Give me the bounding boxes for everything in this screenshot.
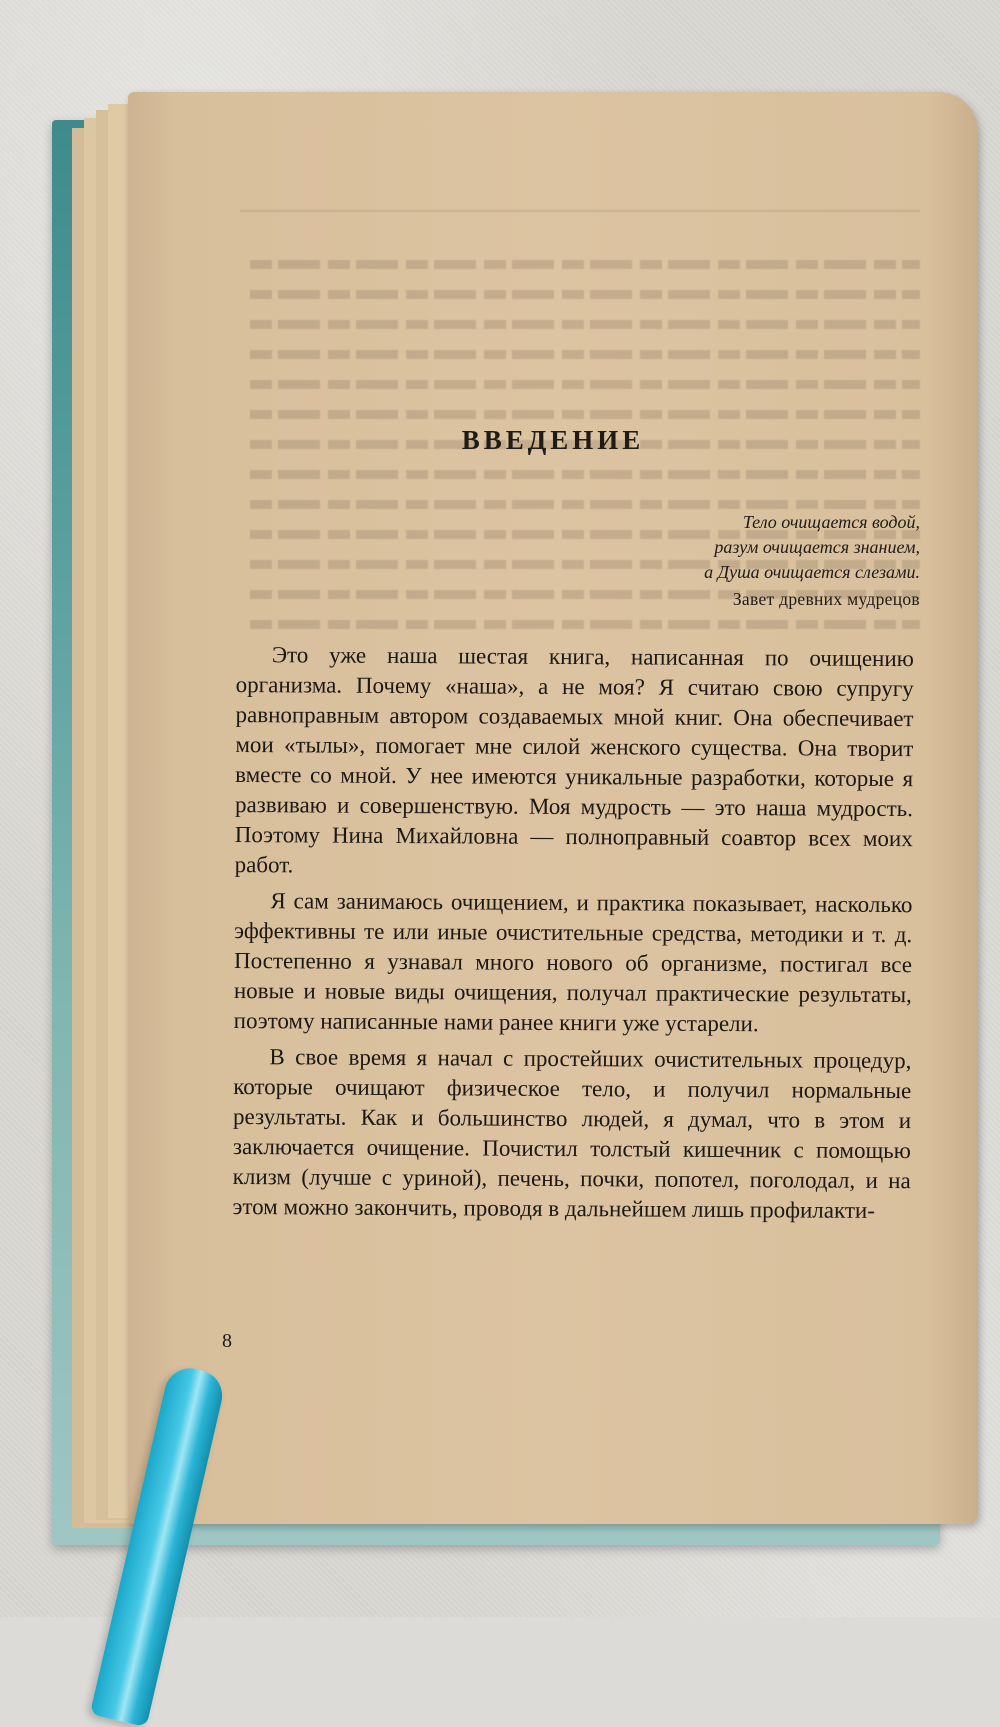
epigraph-line: разум очищается знанием, <box>714 537 920 557</box>
body-text <box>232 640 914 1232</box>
chapter-title: ВВЕДЕНИЕ <box>461 425 645 455</box>
epigraph-line: а Душа очищается слезами. <box>704 562 920 582</box>
epigraph <box>500 510 920 612</box>
epigraph-line: Тело очищается водой, <box>742 512 920 532</box>
paragraph: В свое время я начал с простейших очистительных процедур, которые очищают физическое тело, и получил нормальные результаты. Как и большинство людей, я думал, что в этом и заключается очищение. Почистил толстый кишечник с помощью клизм (лучше с уриной), печень, почки, попотел, поголодал, и на этом можно закончить, проводя в дальнейшем лишь профилакти- <box>232 1044 912 1223</box>
page-number: 8 <box>222 1330 232 1352</box>
epigraph-attribution: Завет древних мудрецов <box>732 589 920 609</box>
paragraph: Это уже наша шестая книга, написанная по очищению организма. Почему «наша», а не моя? Я считаю свою супругу равноправным автором создаваемых мной книг. Она обеспечивает мои «тылы», помогает мне силой женского существа. Она творит вместе со мной. У нее имеются уникальные разработки, которые я развиваю и совершенствую. Моя мудрость — это наша мудрость. Поэтому Нина Михайловна — полноправный соавтор всех моих работ. <box>234 642 914 878</box>
paragraph: Я сам занимаюсь очищением, и практика показывает, насколько эффективны те или иные очистительные средства, методики и т. д. Постепенно я узнавал много нового об организме, постигал все новые и новые виды очищения, получал практические результаты, поэтому написанные нами ранее книги уже устарели. <box>233 888 913 1037</box>
